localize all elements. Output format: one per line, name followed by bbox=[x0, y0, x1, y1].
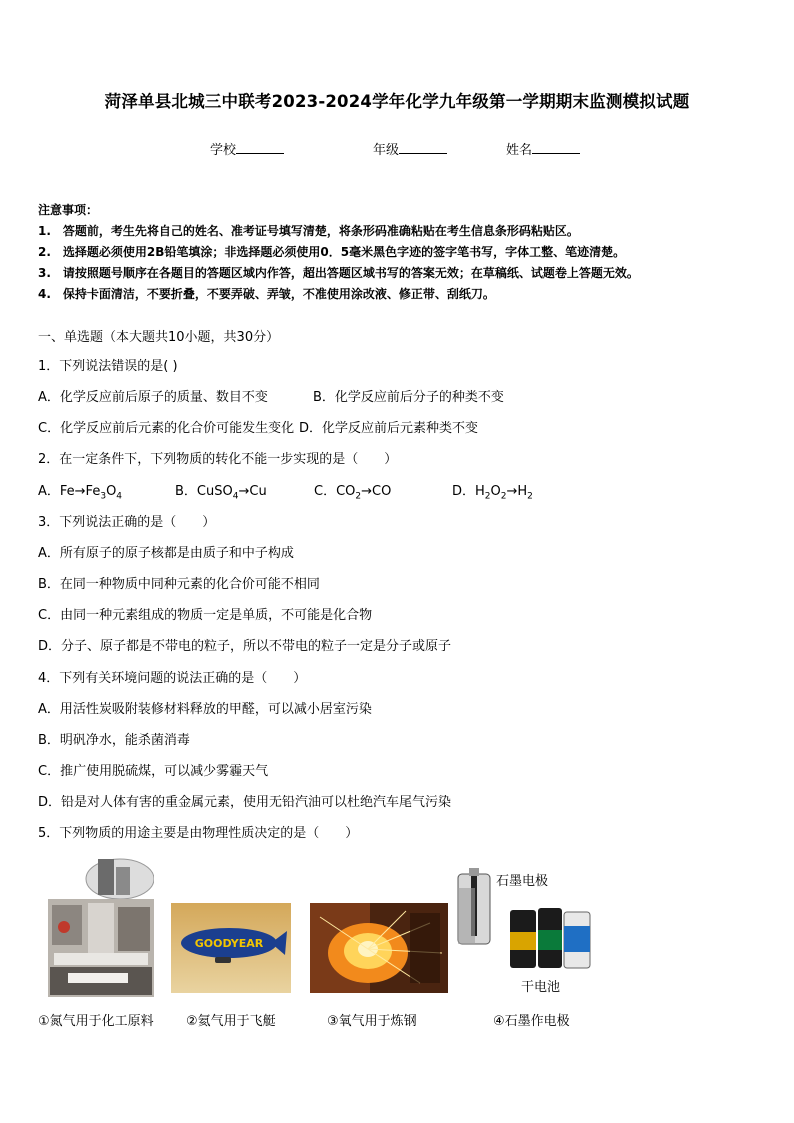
question-3-option-a: A．所有原子的原子核都是由质子和中子构成 bbox=[38, 546, 294, 561]
section-title: 一、单选题（本大题共10小题，共30分） bbox=[38, 330, 280, 345]
question-3-option-d: D．分子、原子都是不带电的粒子，所以不带电的粒子一定是分子或原子 bbox=[38, 639, 452, 654]
steel-making-image bbox=[310, 903, 448, 993]
blimp-image bbox=[171, 903, 291, 993]
question-3-option-c: C．由同一种元素组成的物质一定是单质，不可能是化合物 bbox=[38, 608, 373, 623]
grade-blank[interactable] bbox=[399, 141, 447, 154]
question-4-option-c: C．推广使用脱硫煤，可以减少雾霾天气 bbox=[38, 764, 269, 779]
school-field bbox=[210, 139, 284, 158]
name-field bbox=[506, 139, 580, 158]
question-1-option-c: C．化学反应前后元素的化合价可能发生变化 bbox=[38, 421, 295, 436]
question-4-option-d: D．铅是对人体有害的重金属元素，使用无铅汽油可以杜绝汽车尾气污染 bbox=[38, 795, 452, 810]
question-2-option-a: A．$Fe\to Fe_3O_4$ bbox=[38, 484, 123, 502]
grade-label: 年级 bbox=[373, 143, 400, 158]
q5-caption-helium: ②氦气用于飞艇 bbox=[186, 1014, 276, 1029]
q5-caption-nitrogen: ①氮气用于化工原料 bbox=[38, 1014, 154, 1029]
question-2-option-d: D．$H_2O_2\to H_2$ bbox=[452, 484, 533, 502]
question-5-stem: 5．下列物质的用途主要是由物理性质决定的是（ ） bbox=[38, 826, 359, 841]
question-1-option-d: D．化学反应前后元素种类不变 bbox=[299, 421, 479, 436]
page-title: 菏泽单县北城三中联考2023-2024学年化学九年级第一学期期末监测模拟试题 bbox=[104, 92, 690, 111]
school-blank[interactable] bbox=[236, 141, 284, 154]
question-2-option-c: C．$CO_2\to CO$ bbox=[314, 484, 392, 502]
name-blank[interactable] bbox=[532, 141, 580, 154]
question-3-option-b: B．在同一种物质中同种元素的化合价可能不相同 bbox=[38, 577, 320, 592]
notice-item: 3. 请按照题号顺序在各题目的答题区域内作答，超出答题区域书写的答案无效；在草稿纸、试题卷上答题无效。 bbox=[38, 266, 639, 280]
battery-cutaway-image bbox=[455, 868, 495, 948]
q5-caption-oxygen: ③氧气用于炼钢 bbox=[327, 1014, 417, 1029]
blimp-logo-text: GOODYEAR bbox=[194, 937, 264, 950]
question-1-stem: 1．下列说法错误的是( ) bbox=[38, 359, 178, 374]
question-4-stem: 4．下列有关环境问题的说法正确的是（ ） bbox=[38, 671, 307, 686]
q5-caption-graphite: ④石墨作电极 bbox=[493, 1014, 570, 1029]
dry-batteries-image bbox=[508, 902, 592, 970]
notice-item: 2. 选择题必须使用2B铅笔填涂；非选择题必须使用0．5毫米黑色字迹的签字笔书写，字体工整、笔迹清楚。 bbox=[38, 245, 626, 259]
question-4-option-b: B．明矾净水，能杀菌消毒 bbox=[38, 733, 190, 748]
name-label: 姓名 bbox=[506, 143, 533, 158]
notice-heading: 注意事项： bbox=[38, 203, 99, 217]
notice-item: 1. 答题前，考生先将自己的姓名、准考证号填写清楚，将条形码准确粘贴在考生信息条形码粘贴区。 bbox=[38, 224, 579, 238]
chemical-plant-image bbox=[48, 857, 154, 997]
notice-item: 4. 保持卡面清洁，不要折叠，不要弄破、弄皱，不准使用涂改液、修正带、刮纸刀。 bbox=[38, 287, 495, 301]
question-4-option-a: A．用活性炭吸附装修材料释放的甲醛，可以减小居室污染 bbox=[38, 702, 372, 717]
question-1-option-b: B．化学反应前后分子的种类不变 bbox=[313, 390, 504, 405]
question-3-stem: 3．下列说法正确的是（ ） bbox=[38, 515, 216, 530]
question-2-option-b: B．CuSO$_4$→Cu bbox=[175, 484, 267, 502]
question-2-stem: 2．在一定条件下，下列物质的转化不能一步实现的是（ ） bbox=[38, 452, 398, 467]
question-1-option-a: A．化学反应前后原子的质量、数目不变 bbox=[38, 390, 268, 405]
dry-battery-label: 干电池 bbox=[521, 980, 561, 995]
graphite-electrode-label: 石墨电极 bbox=[496, 874, 549, 889]
school-label: 学校 bbox=[210, 143, 237, 158]
grade-field bbox=[373, 139, 447, 158]
